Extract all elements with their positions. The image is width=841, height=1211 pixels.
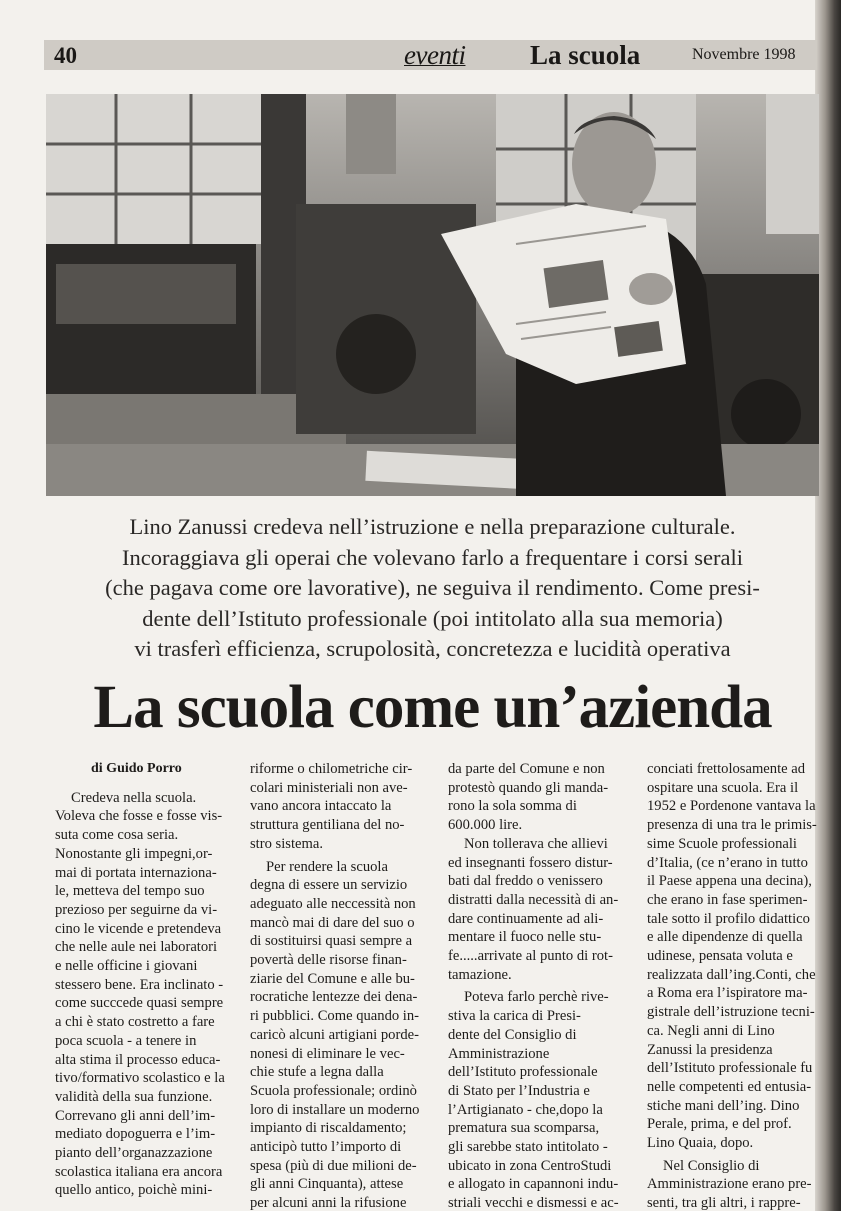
article-title: La scuola come un’azienda <box>93 674 772 741</box>
caption-line: Incoraggiava gli operai che volevano farlo a frequentare i corsi serali <box>122 544 743 570</box>
article-line: mai di portata internaziona- <box>55 864 217 881</box>
article-line: adeguato alle neccessità non <box>250 895 416 912</box>
article-line: a Roma era l’ispiratore ma- <box>647 985 808 1002</box>
article-line: vano ancora intaccato la <box>250 798 392 815</box>
article-line: riforme o chilometriche cir- <box>250 761 413 777</box>
article-line: dare continuamente ad ali- <box>448 910 604 927</box>
article-line: validità della sua funzione. <box>55 1088 213 1105</box>
article-line: Lino Quaia, dopo. <box>647 1135 754 1152</box>
article-line: loro di installare un moderno <box>250 1101 420 1118</box>
article-line: di sostituirsi quasi sempre a <box>250 933 413 950</box>
article-line: conciati frettolosamente ad <box>647 761 806 777</box>
article-line: stro sistema. <box>250 835 323 852</box>
article-line: suta come cosa seria. <box>55 827 179 844</box>
article-line: rocratiche lentezze dei dena- <box>250 989 418 1006</box>
col3c-text <box>448 988 630 1211</box>
article-line: Poteva farlo perchè rive- <box>464 989 609 1006</box>
article-line: bati dal freddo o venissero <box>448 873 603 890</box>
article-line: Non tollerava che allievi <box>464 835 608 852</box>
article-line: ospitare una scuola. Era il <box>647 779 799 796</box>
article-line: di Stato per l’Industria e <box>448 1082 590 1099</box>
article-line: presenza di una tra le primis- <box>647 817 817 834</box>
article-line: d’Italia, (ce n’erano in tutto <box>647 854 808 871</box>
article-line: Perale, prima, e del prof. <box>647 1116 792 1133</box>
article-line: 600.000 lire. <box>448 817 523 834</box>
article-line: stiva la carica di Presi- <box>448 1008 581 1025</box>
article-line: ca. Negli anni di Lino <box>647 1022 775 1039</box>
article-line: ubicato in zona CentroStudi <box>448 1157 612 1174</box>
col4b-text <box>647 1157 829 1211</box>
article-line: udinese, pensata voluta e <box>647 948 793 965</box>
article-line: gli anni Cinquanta), attese <box>250 1176 404 1193</box>
article-line: come succcede quasi sempre <box>55 995 224 1012</box>
photo-caption <box>46 512 819 665</box>
article-line: tale sotto il profilo didattico <box>647 910 810 927</box>
caption-line: Lino Zanussi credeva nell’istruzione e nella preparazione culturale. <box>129 514 736 539</box>
article-line: cino le vicende e pretendeva <box>55 920 222 937</box>
article-column-4 <box>647 760 829 1211</box>
article-line: ed insegnanti fossero distur- <box>448 854 613 871</box>
magazine-logo: eventi <box>404 40 466 70</box>
article-line: pianto dell’organazzazione <box>55 1145 213 1162</box>
article-line: mancò mai di dare del suo o <box>250 914 415 931</box>
article-line: quello antico, poichè mini- <box>55 1182 213 1199</box>
article-line: gistrale dell’istruzione tecni- <box>647 1004 815 1021</box>
col3a-text <box>448 760 630 835</box>
article-line: stiche mani dell’ing. Dino <box>647 1097 800 1114</box>
article-line: Voleva che fosse e fosse vis- <box>55 808 223 825</box>
article-line: Amministrazione erano pre- <box>647 1176 812 1193</box>
article-line: alta stima il processo educa- <box>55 1051 221 1068</box>
article-photo <box>46 94 819 496</box>
article-line: da parte del Comune e non <box>448 761 605 777</box>
photo-man-reading-newspaper-icon <box>46 94 819 496</box>
article-line: poca scuola - a tenere in <box>55 1032 197 1049</box>
article-column-3 <box>448 760 630 1211</box>
article-line: distratti dalla necessità di an- <box>448 891 619 908</box>
article-line: ziarie del Comune e alle bu- <box>250 970 415 987</box>
article-line: scolastica italiana era ancora <box>55 1163 223 1180</box>
article-line: Amministrazione <box>448 1045 550 1062</box>
caption-line: vi trasferì efficienza, scrupolosità, concretezza e lucidità operativa <box>134 636 731 661</box>
article-line: a chi è stato costretto a fare <box>55 1014 215 1031</box>
col2b-text <box>250 858 432 1211</box>
article-line: che nelle aule nei laboratori <box>55 939 218 956</box>
article-line: Zanussi la presidenza <box>647 1041 773 1058</box>
issue-date: Novembre 1998 <box>692 46 796 63</box>
article-line: povertà delle risorse finan- <box>250 952 407 969</box>
section-title: La scuola <box>530 40 641 70</box>
page-number: 40 <box>54 43 77 68</box>
col2a-text <box>250 760 432 854</box>
article-line: chie stufe a legna dalla <box>250 1064 384 1081</box>
byline: di Guido Porro <box>91 761 182 776</box>
article-line: ri pubblici. Come quando in- <box>250 1008 420 1025</box>
article-line: 1952 e Pordenone vantava la <box>647 798 816 815</box>
article-line: dell’Istituto professionale fu <box>647 1060 813 1077</box>
article-line: protestò quando gli manda- <box>448 779 609 796</box>
article-line: e allogato in capannoni indu- <box>448 1176 619 1193</box>
article-line: Credeva nella scuola. <box>71 789 197 806</box>
article-line: striali vecchi e dismessi e ac- <box>448 1195 619 1211</box>
article-line: Correvano gli anni dell’im- <box>55 1107 216 1124</box>
col1-text <box>55 789 235 1200</box>
article-line: prezioso per seguirne da vi- <box>55 901 218 918</box>
page-header <box>44 40 816 70</box>
article-line: l’Artigianato - che,dopo la <box>448 1101 603 1118</box>
article-line: colari ministeriali non ave- <box>250 779 408 796</box>
article-column-2 <box>250 760 432 1211</box>
article-line: Nonostante gli impegni,or- <box>55 845 213 862</box>
article-line: Nel Consiglio di <box>663 1157 760 1174</box>
article-line: impianto di riscaldamento; <box>250 1120 407 1137</box>
col3b-text <box>448 835 630 985</box>
article-line: sime Scuole professionali <box>647 835 797 852</box>
article-line: spesa (più di due milioni de- <box>250 1157 417 1174</box>
article-line: le, metteva del tempo suo <box>55 883 205 900</box>
article-line: nonesi di eliminare le vec- <box>250 1045 405 1062</box>
article-column-1 <box>55 760 235 1200</box>
article-line: caricò alcuni artigiani porde- <box>250 1026 419 1043</box>
article-line: degna di essere un servizio <box>250 877 408 894</box>
article-line: fe.....arrivate al punto di rot- <box>448 948 613 965</box>
article-line: tivo/formativo scolastico e la <box>55 1070 225 1087</box>
article-line: Scuola professionale; ordinò <box>250 1082 417 1099</box>
article-line: realizzata dall’ing.Conti, che <box>647 966 816 983</box>
article-line: mediato dopoguerra e l’im- <box>55 1126 216 1143</box>
article-line: dente del Consiglio di <box>448 1026 577 1043</box>
article-line: e nelle officine i giovani <box>55 958 198 975</box>
article-line: per alcuni anni la rifusione <box>250 1195 407 1211</box>
article-line: prematura sua scomparsa, <box>448 1120 600 1137</box>
article-line: struttura gentiliana del no- <box>250 817 405 834</box>
article-line: rono la sola somma di <box>448 798 577 815</box>
article-line: Per rendere la scuola <box>266 858 388 875</box>
caption-line: (che pagava come ore lavorative), ne seguiva il rendimento. Come presi- <box>105 575 760 600</box>
col4a-text <box>647 760 829 1153</box>
article-line: tamazione. <box>448 966 512 983</box>
caption-line: dente dell’Istituto professionale (poi intitolato alla sua memoria) <box>142 605 723 631</box>
article-line: gli sarebbe stato intitolato - <box>448 1139 608 1156</box>
article-line: stessero bene. Era inclinato - <box>55 976 224 993</box>
article-line: il Paese appena una decina), <box>647 873 812 890</box>
article-line: dell’Istituto professionale <box>448 1064 598 1081</box>
article-line: mentare il fuoco nelle stu- <box>448 929 602 946</box>
article-line: che erano in fase sperimen- <box>647 891 808 908</box>
article-line: anticipò tutto l’importo di <box>250 1139 402 1156</box>
article-line: e alle dipendenze di quella <box>647 929 803 946</box>
article-line: senti, tra gli altri, i rappre- <box>647 1195 801 1211</box>
article-line: nelle competenti ed entusia- <box>647 1078 812 1095</box>
